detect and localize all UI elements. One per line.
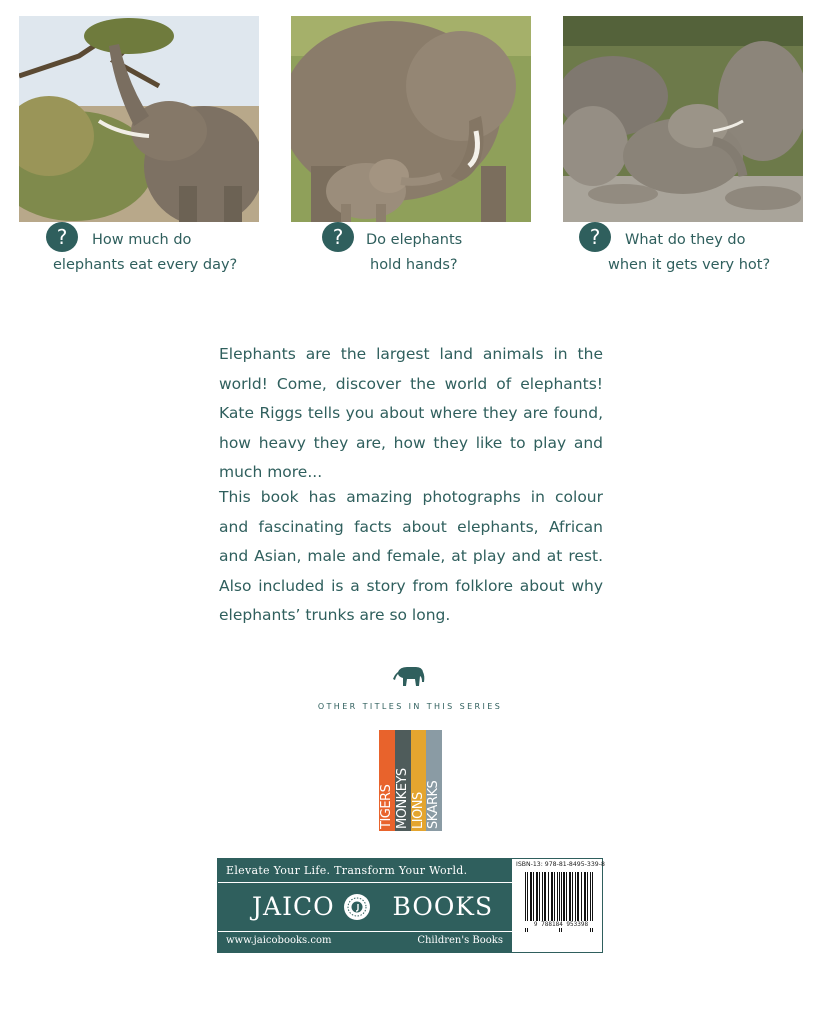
jaico-logo-icon bbox=[343, 893, 371, 921]
series-heading: OTHER TITLES IN THIS SERIES bbox=[317, 702, 503, 711]
blurb-paragraph-2: This book has amazing photographs in colour and fascinating facts about elephants, African and Asian, male and female, at play and at rest. Also included is a story from folklore about why elephants’ trunks are so long. bbox=[219, 488, 603, 624]
caption-line-1: What do they do bbox=[625, 232, 746, 248]
elephants-mud-bath-photo bbox=[563, 16, 803, 222]
publisher-category: Children's Books bbox=[417, 935, 503, 946]
isbn-label: ISBN-13: 978-81-8495-339-8 bbox=[516, 861, 605, 868]
divider bbox=[218, 931, 512, 932]
series-book-lions bbox=[411, 730, 427, 831]
series-title-lions: LIONS bbox=[411, 792, 426, 829]
caption-line-1: Do elephants bbox=[366, 232, 463, 248]
caption-line-1: How much do bbox=[92, 232, 192, 248]
series-book-spines bbox=[379, 730, 442, 831]
series-book-tigers bbox=[379, 730, 395, 831]
publisher-brand bbox=[252, 892, 493, 921]
brand-left: JAICO bbox=[252, 892, 335, 921]
series-book-monkeys bbox=[395, 730, 411, 831]
elephant-icon bbox=[392, 664, 428, 688]
series-book-sharks bbox=[426, 730, 442, 831]
series-title-tigers: TIGERS bbox=[379, 784, 394, 829]
mother-and-calf-photo bbox=[291, 16, 531, 222]
question-mark-icon: ? bbox=[322, 222, 354, 252]
publisher-block bbox=[217, 858, 603, 953]
question-mark-icon: ? bbox=[46, 222, 78, 252]
question-mark-icon: ? bbox=[579, 222, 611, 252]
caption-line-2: hold hands? bbox=[370, 257, 458, 273]
barcode-digits: 9 788184 953398 bbox=[521, 921, 601, 928]
publisher-website-link[interactable]: www.jaicobooks.com bbox=[226, 935, 332, 946]
blurb-paragraph-1: Elephants are the largest land animals in the world! Come, discover the world of elephants! Kate Riggs tells you about where they are found, how heavy they are, how they like to play and much more... bbox=[219, 345, 603, 481]
publisher-panel bbox=[218, 859, 512, 952]
brand-right: BOOKS bbox=[392, 892, 494, 921]
series-title-monkeys: MONKEYS bbox=[395, 768, 410, 829]
caption-line-2: when it gets very hot? bbox=[608, 257, 771, 273]
publisher-tagline: Elevate Your Life. Transform Your World. bbox=[226, 864, 468, 877]
divider bbox=[218, 882, 512, 883]
series-title-sharks: SKARKS bbox=[426, 780, 441, 829]
caption-line-2: elephants eat every day? bbox=[53, 257, 238, 273]
elephant-eating-photo bbox=[19, 16, 259, 222]
